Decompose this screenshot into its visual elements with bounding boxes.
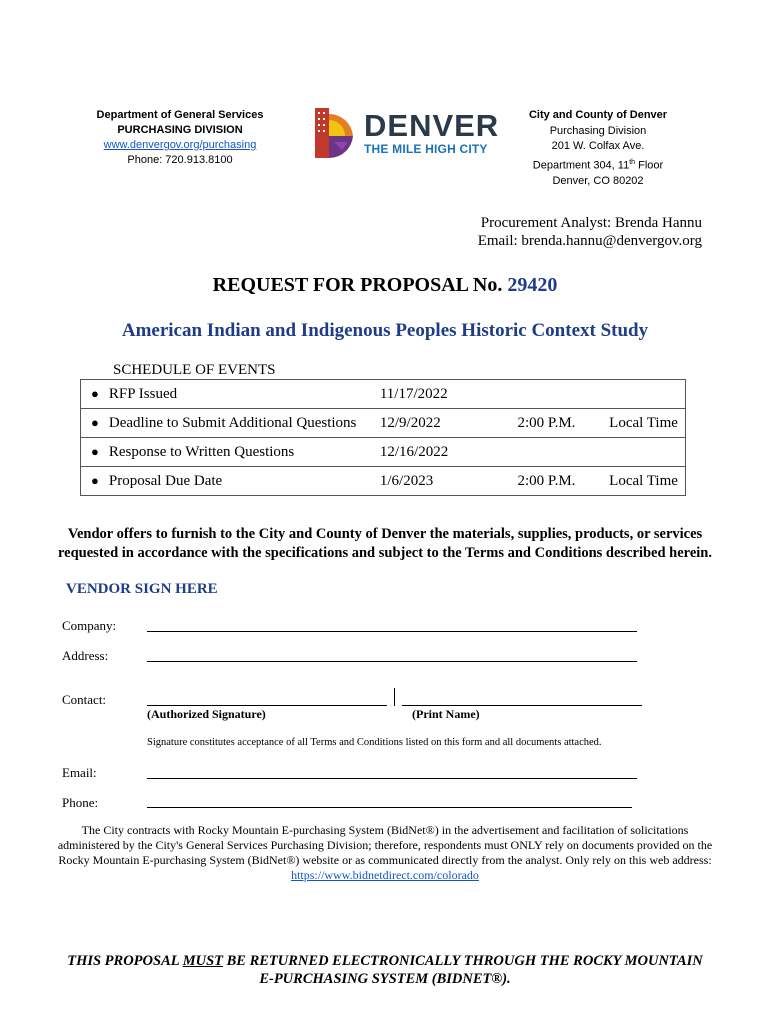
bidnet-link[interactable]: https://www.bidnetdirect.com/colorado — [291, 868, 479, 882]
schedule-label: SCHEDULE OF EVENTS — [113, 362, 276, 378]
email-field[interactable] — [147, 778, 637, 779]
purchasing-link[interactable]: www.denvergov.org/purchasing — [103, 139, 257, 151]
department-phone: Phone: 720.913.8100 — [127, 154, 233, 166]
city-address-block — [500, 108, 696, 189]
bullet-icon: ● — [81, 409, 109, 438]
schedule-row: ● RFP Issued 11/17/2022 — [81, 380, 686, 409]
print-name-caption: (Print Name) — [412, 707, 480, 721]
schedule-row: ● Proposal Due Date 1/6/2023 2:00 P.M. Local Time — [81, 467, 686, 496]
schedule-row: ● Response to Written Questions 12/16/2022 — [81, 438, 686, 467]
department-name: Department of General Services — [96, 109, 264, 121]
study-title: American Indian and Indigenous Peoples Historic Context Study — [121, 320, 649, 341]
rfp-number: 29420 — [507, 274, 558, 296]
rfp-title: REQUEST FOR PROPOSAL No. 29420 — [212, 274, 558, 296]
schedule-table — [80, 379, 686, 496]
bullet-icon: ● — [81, 438, 109, 467]
city-name: City and County of Denver — [528, 109, 668, 121]
phone-label: Phone: — [62, 795, 99, 810]
field-divider — [394, 688, 395, 706]
submission-requirement: THIS PROPOSAL MUST BE RETURNED ELECTRONICALLY THROUGH THE ROCKY MOUNTAIN E-PURCHASING SYSTEM (BIDNET®). — [67, 953, 703, 987]
address-line-3: Department 304, 11th Floor — [532, 158, 664, 172]
address-line-1: Purchasing Division — [549, 124, 647, 137]
division-name: PURCHASING DIVISION — [117, 124, 243, 136]
analyst-email: Email: brenda.hannu@denvergov.org — [477, 233, 702, 249]
address-field[interactable] — [147, 661, 637, 662]
address-line-4: Denver, CO 80202 — [552, 174, 644, 187]
bidnet-notice: The City contracts with Rocky Mountain E-purchasing System (BidNet®) in the advertisement and facilitation of solicitations administered by the City's General Services Purchasing Division; therefore, respondents must ONLY rely on documents provided on the Rocky Mountain E-purchasing System (BidNet®) website or as communicated directly from the analyst. Only rely on this web address: https://www.bidnetdirect.com/colorado — [57, 823, 713, 882]
authorized-signature-field[interactable] — [147, 705, 387, 706]
address-line-2: 201 W. Colfax Ave. — [551, 140, 645, 152]
signature-acceptance-note: Signature constitutes acceptance of all Terms and Conditions listed on this form and all documents attached. — [147, 737, 602, 748]
email-label: Email: — [62, 765, 97, 780]
procurement-analyst — [478, 214, 702, 250]
schedule-row: ● Deadline to Submit Additional Questions 12/9/2022 2:00 P.M. Local Time — [81, 409, 686, 438]
phone-field[interactable] — [147, 807, 632, 808]
denver-wordmark: DENVER — [364, 108, 500, 143]
company-label: Company: — [62, 618, 117, 633]
vendor-sign-heading: VENDOR SIGN HERE — [66, 581, 218, 597]
bullet-icon: ● — [81, 467, 109, 496]
denver-tagline: THE MILE HIGH CITY — [364, 142, 488, 156]
authorized-signature-caption: (Authorized Signature) — [147, 707, 266, 721]
bullet-icon: ● — [81, 380, 109, 409]
print-name-field[interactable] — [402, 705, 642, 706]
company-field[interactable] — [147, 631, 637, 632]
address-label: Address: — [62, 648, 109, 663]
analyst-name: Procurement Analyst: Brenda Hannu — [480, 215, 702, 231]
contact-label: Contact: — [62, 692, 107, 707]
department-header — [60, 108, 300, 168]
vendor-offer-statement: Vendor offers to furnish to the City and County of Denver the materials, supplies, products, or services requested in accordance with the specifications and subject to the Terms and Conditions described herein. — [58, 526, 712, 561]
